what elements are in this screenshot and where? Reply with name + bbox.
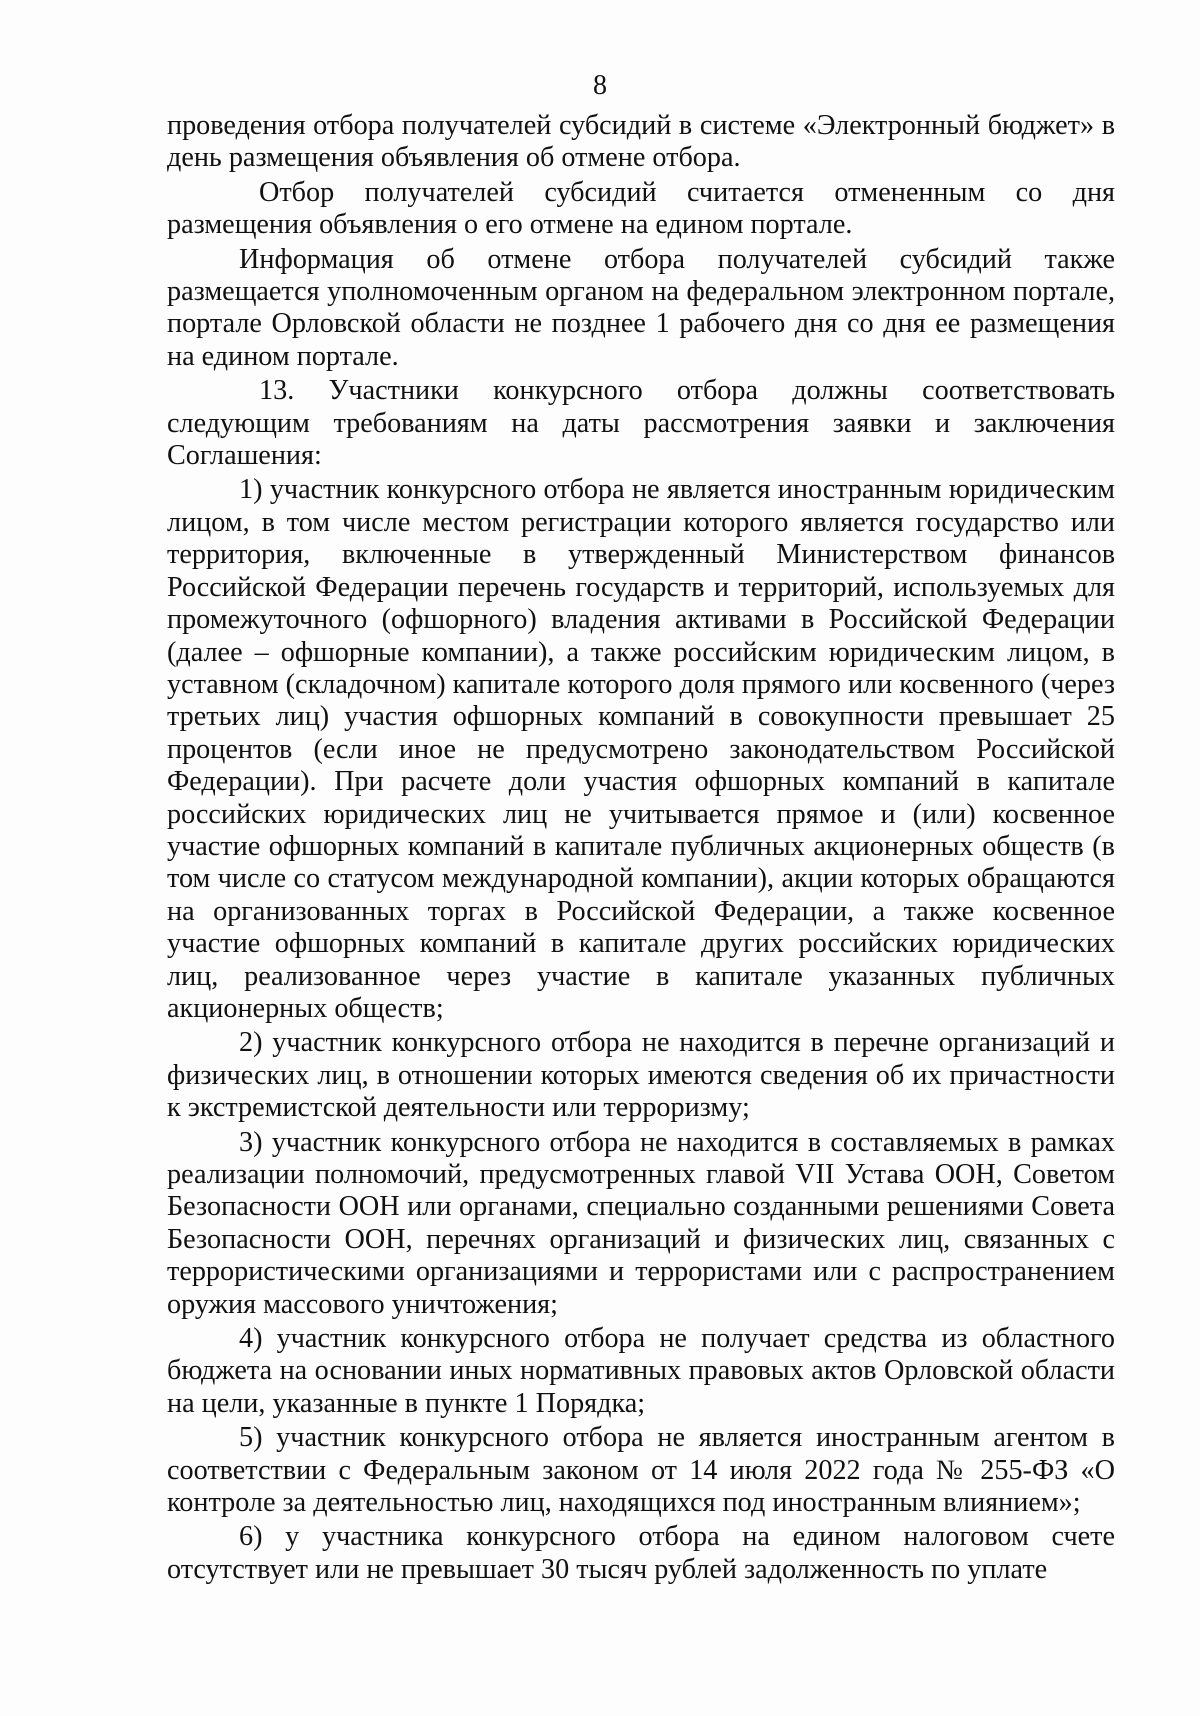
paragraph: Информация об отмене отбора получателей субсидий также размещается уполномоченным органом на федеральном электронном портале, портале Орловской области не позднее 1 рабочего дня со дня ее размещения на едином портале.	[167, 243, 1115, 372]
paragraph: Отбор получателей субсидий считается отмененным со дня размещения объявления о его отмене на едином портале.	[167, 176, 1115, 241]
document-body	[167, 110, 1115, 1588]
paragraph: 1) участник конкурсного отбора не является иностранным юридическим лицом, в том числе местом регистрации которого является государство или территория, включенные в утвержденный Министерством финансов Российской Федерации перечень государств и территорий, используемых для промежуточного (офшорного) владения активами в Российской Федерации (далее – офшорные компании), а также российским юридическим лицом, в уставном (складочном) капитале которого доля прямого или косвенного (через третьих лиц) участия офшорных компаний в совокупности превышает 25 процентов (если иное не предусмотрено законодательством Российской Федерации). При расчете доли участия офшорных компаний в капитале российских юридических лиц не учитывается прямое и (или) косвенное участие офшорных компаний в капитале публичных акционерных обществ (в том числе со статусом международной компании), акции которых обращаются на организованных торгах в Российской Федерации, а также косвенное участие офшорных компаний в капитале других российских юридических лиц, реализованное через участие в капитале указанных публичных акционерных обществ;	[167, 474, 1115, 1024]
paragraph: 4) участник конкурсного отбора не получает средства из областного бюджета на основании иных нормативных правовых актов Орловской области на цели, указанные в пункте 1 Порядка;	[167, 1323, 1115, 1419]
paragraph: 5) участник конкурсного отбора не является иностранным агентом в соответствии с Федеральным законом от 14 июля 2022 года № 255-ФЗ «О контроле за деятельностью лиц, находящихся под иностранным влиянием»;	[167, 1422, 1115, 1519]
paragraph: 6) у участника конкурсного отбора на едином налоговом счете отсутствует или не превышает 30 тысяч рублей задолженность по уплате	[167, 1521, 1115, 1585]
paragraph: проведения отбора получателей субсидий в системе «Электронный бюджет» в день размещения объявления об отмене отбора.	[167, 110, 1115, 174]
paragraph: 3) участник конкурсного отбора не находится в составляемых в рамках реализации полномочий, предусмотренных главой VII Устава ООН, Советом Безопасности ООН или органами, специально созданными решениями Совета Безопасности ООН, перечнях организаций и физических лиц, связанных с террористическими организациями и террористами или с распространением оружия массового уничтожения;	[167, 1126, 1115, 1320]
page-number: 8	[593, 70, 607, 101]
paragraph: 2) участник конкурсного отбора не находится в перечне организаций и физических лиц, в отношении которых имеются сведения об их причастности к экстремистской деятельности или терроризму;	[167, 1027, 1115, 1124]
paragraph: 13. Участники конкурсного отбора должны соответствовать следующим требованиям на даты рассмотрения заявки и заключения Соглашения:	[167, 375, 1115, 472]
